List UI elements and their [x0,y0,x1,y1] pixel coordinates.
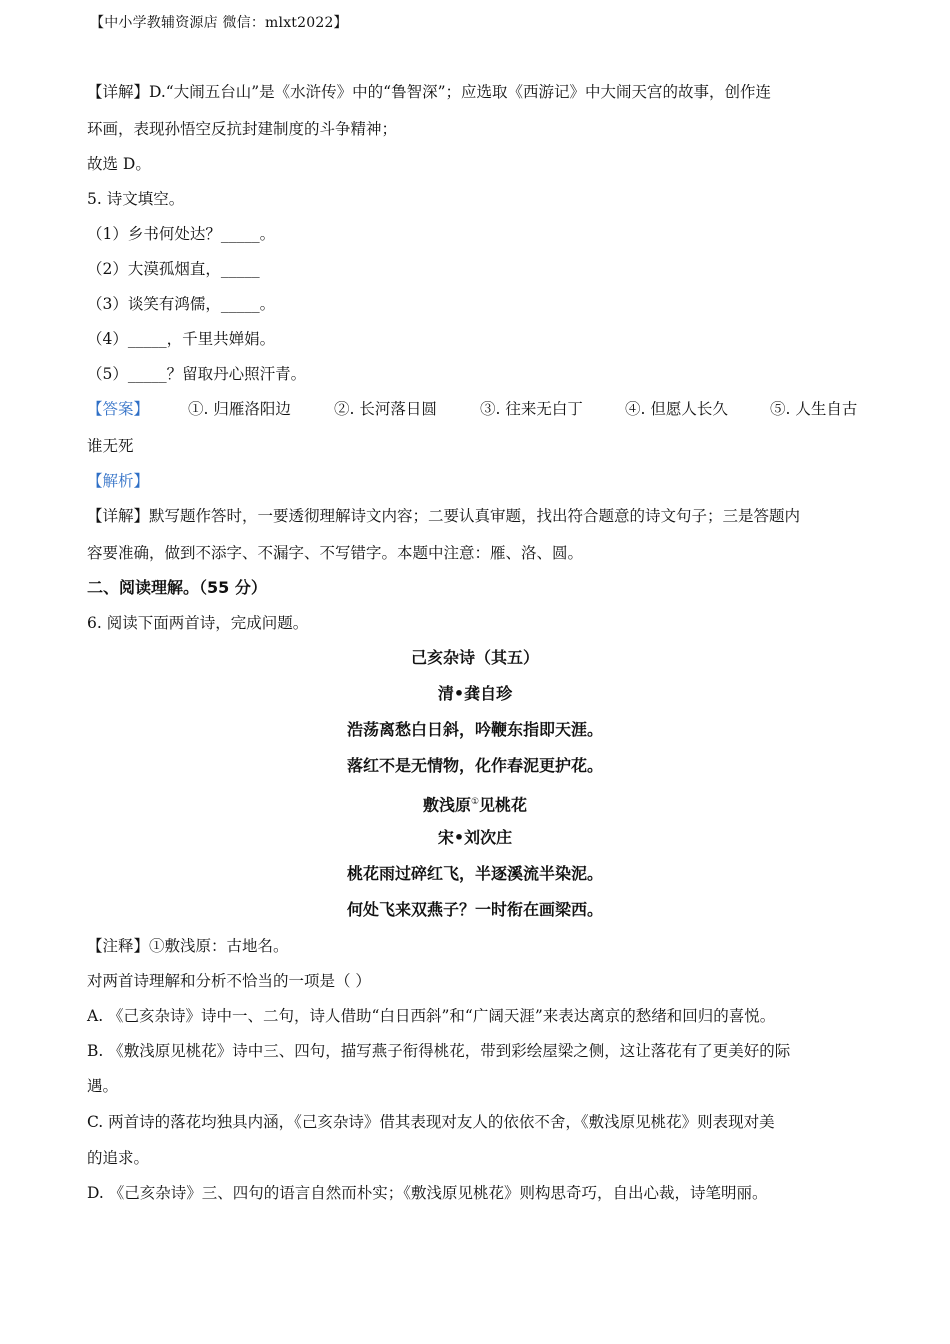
answer-2: ②. 长河落日圆 [334,400,437,418]
poem1-title: 己亥杂诗（其五） [410,648,539,667]
q5-item-2: （2）大漠孤烟直，_____ [87,260,260,278]
option-c-line1: C. 两首诗的落花均独具内涵，《己亥杂诗》借其表现对友人的依依不舍，《敷浅原见桃花》则表现对美 [87,1113,775,1131]
q4-detail-line2: 环画，表现孙悟空反抗封建制度的斗争精神； [87,120,398,138]
answer-continuation: 谁无死 [87,437,134,455]
option-a: A. 《己亥杂诗》诗中一、二句，诗人借助“白日西斜”和“广阔天涯”来表达离京的愁绪和回归的喜悦。 [87,1007,776,1025]
poem1-line2: 落红不是无情物，化作春泥更护花。 [346,756,603,775]
analysis-label: 【解析】 [87,472,150,490]
answer-label: 【答案】 [87,400,150,418]
poem2-line1: 桃花雨过碎红飞，半逐溪流半染泥。 [346,864,603,883]
answer-3: ③. 往来无白丁 [480,400,583,418]
answer-4: ④. 但愿人长久 [625,400,728,418]
poem2-title [0,791,950,816]
poem1-line1: 浩荡离愁白日斜，吟鞭东指即天涯。 [346,720,603,739]
poem2-title-part2: 见桃花 [479,795,528,815]
footnote-marker: ① [470,797,480,807]
q5-detail-line1: 【详解】默写题作答时，一要透彻理解诗文内容；二要认真审题，找出符合题意的诗文句子；三是答题内 [87,507,801,525]
footnote: 【注释】①敷浅原：古地名。 [87,937,289,955]
option-c-line2: 的追求。 [87,1149,150,1167]
answer-5: ⑤. 人生自古 [770,400,858,418]
option-b-line2: 遇。 [87,1077,119,1095]
q6-title: 6. 阅读下面两首诗，完成问题。 [87,614,309,632]
q4-detail-line1: 【详解】D.“大闹五台山”是《水浒传》中的“鲁智深”；应选取《西游记》中大闹天宫的故事，创作连 [87,83,772,101]
poem2-author: 宋•刘次庄 [437,828,513,847]
section-heading: 二、阅读理解。（55 分） [87,578,267,597]
q5-title: 5. 诗文填空。 [87,190,185,208]
poem1-author: 清•龚自珍 [437,684,513,703]
option-b-line1: B. 《敷浅原见桃花》诗中三、四句，描写燕子衔得桃花，带到彩绘屋梁之侧，这让落花有了更美好的际 [87,1042,791,1060]
poem2-line2: 何处飞来双燕子？一时衔在画梁西。 [346,900,603,919]
q5-item-5: （5）_____？留取丹心照汗青。 [87,365,307,383]
q6-stem: 对两首诗理解和分析不恰当的一项是（ ） [87,972,371,990]
q4-choose: 故选 D。 [87,155,151,173]
answer-1: ①. 归雁洛阳边 [188,400,291,418]
q5-item-4: （4）_____，千里共婵娟。 [87,330,276,348]
q5-item-3: （3）谈笑有鸿儒，_____。 [87,295,276,313]
option-d: D. 《己亥杂诗》三、四句的语言自然而朴实；《敷浅原见桃花》则构思奇巧，自出心裁，诗笔明丽。 [87,1184,768,1202]
poem2-title-part1: 敷浅原 [422,795,471,815]
q5-detail-line2: 容要准确，做到不添字、不漏字、不写错字。本题中注意：雁、洛、圆。 [87,544,584,562]
q5-item-1: （1）乡书何处达？_____。 [87,225,276,243]
page-header: 【中小学教辅资源店 微信：mlxt2022】 [90,15,348,31]
